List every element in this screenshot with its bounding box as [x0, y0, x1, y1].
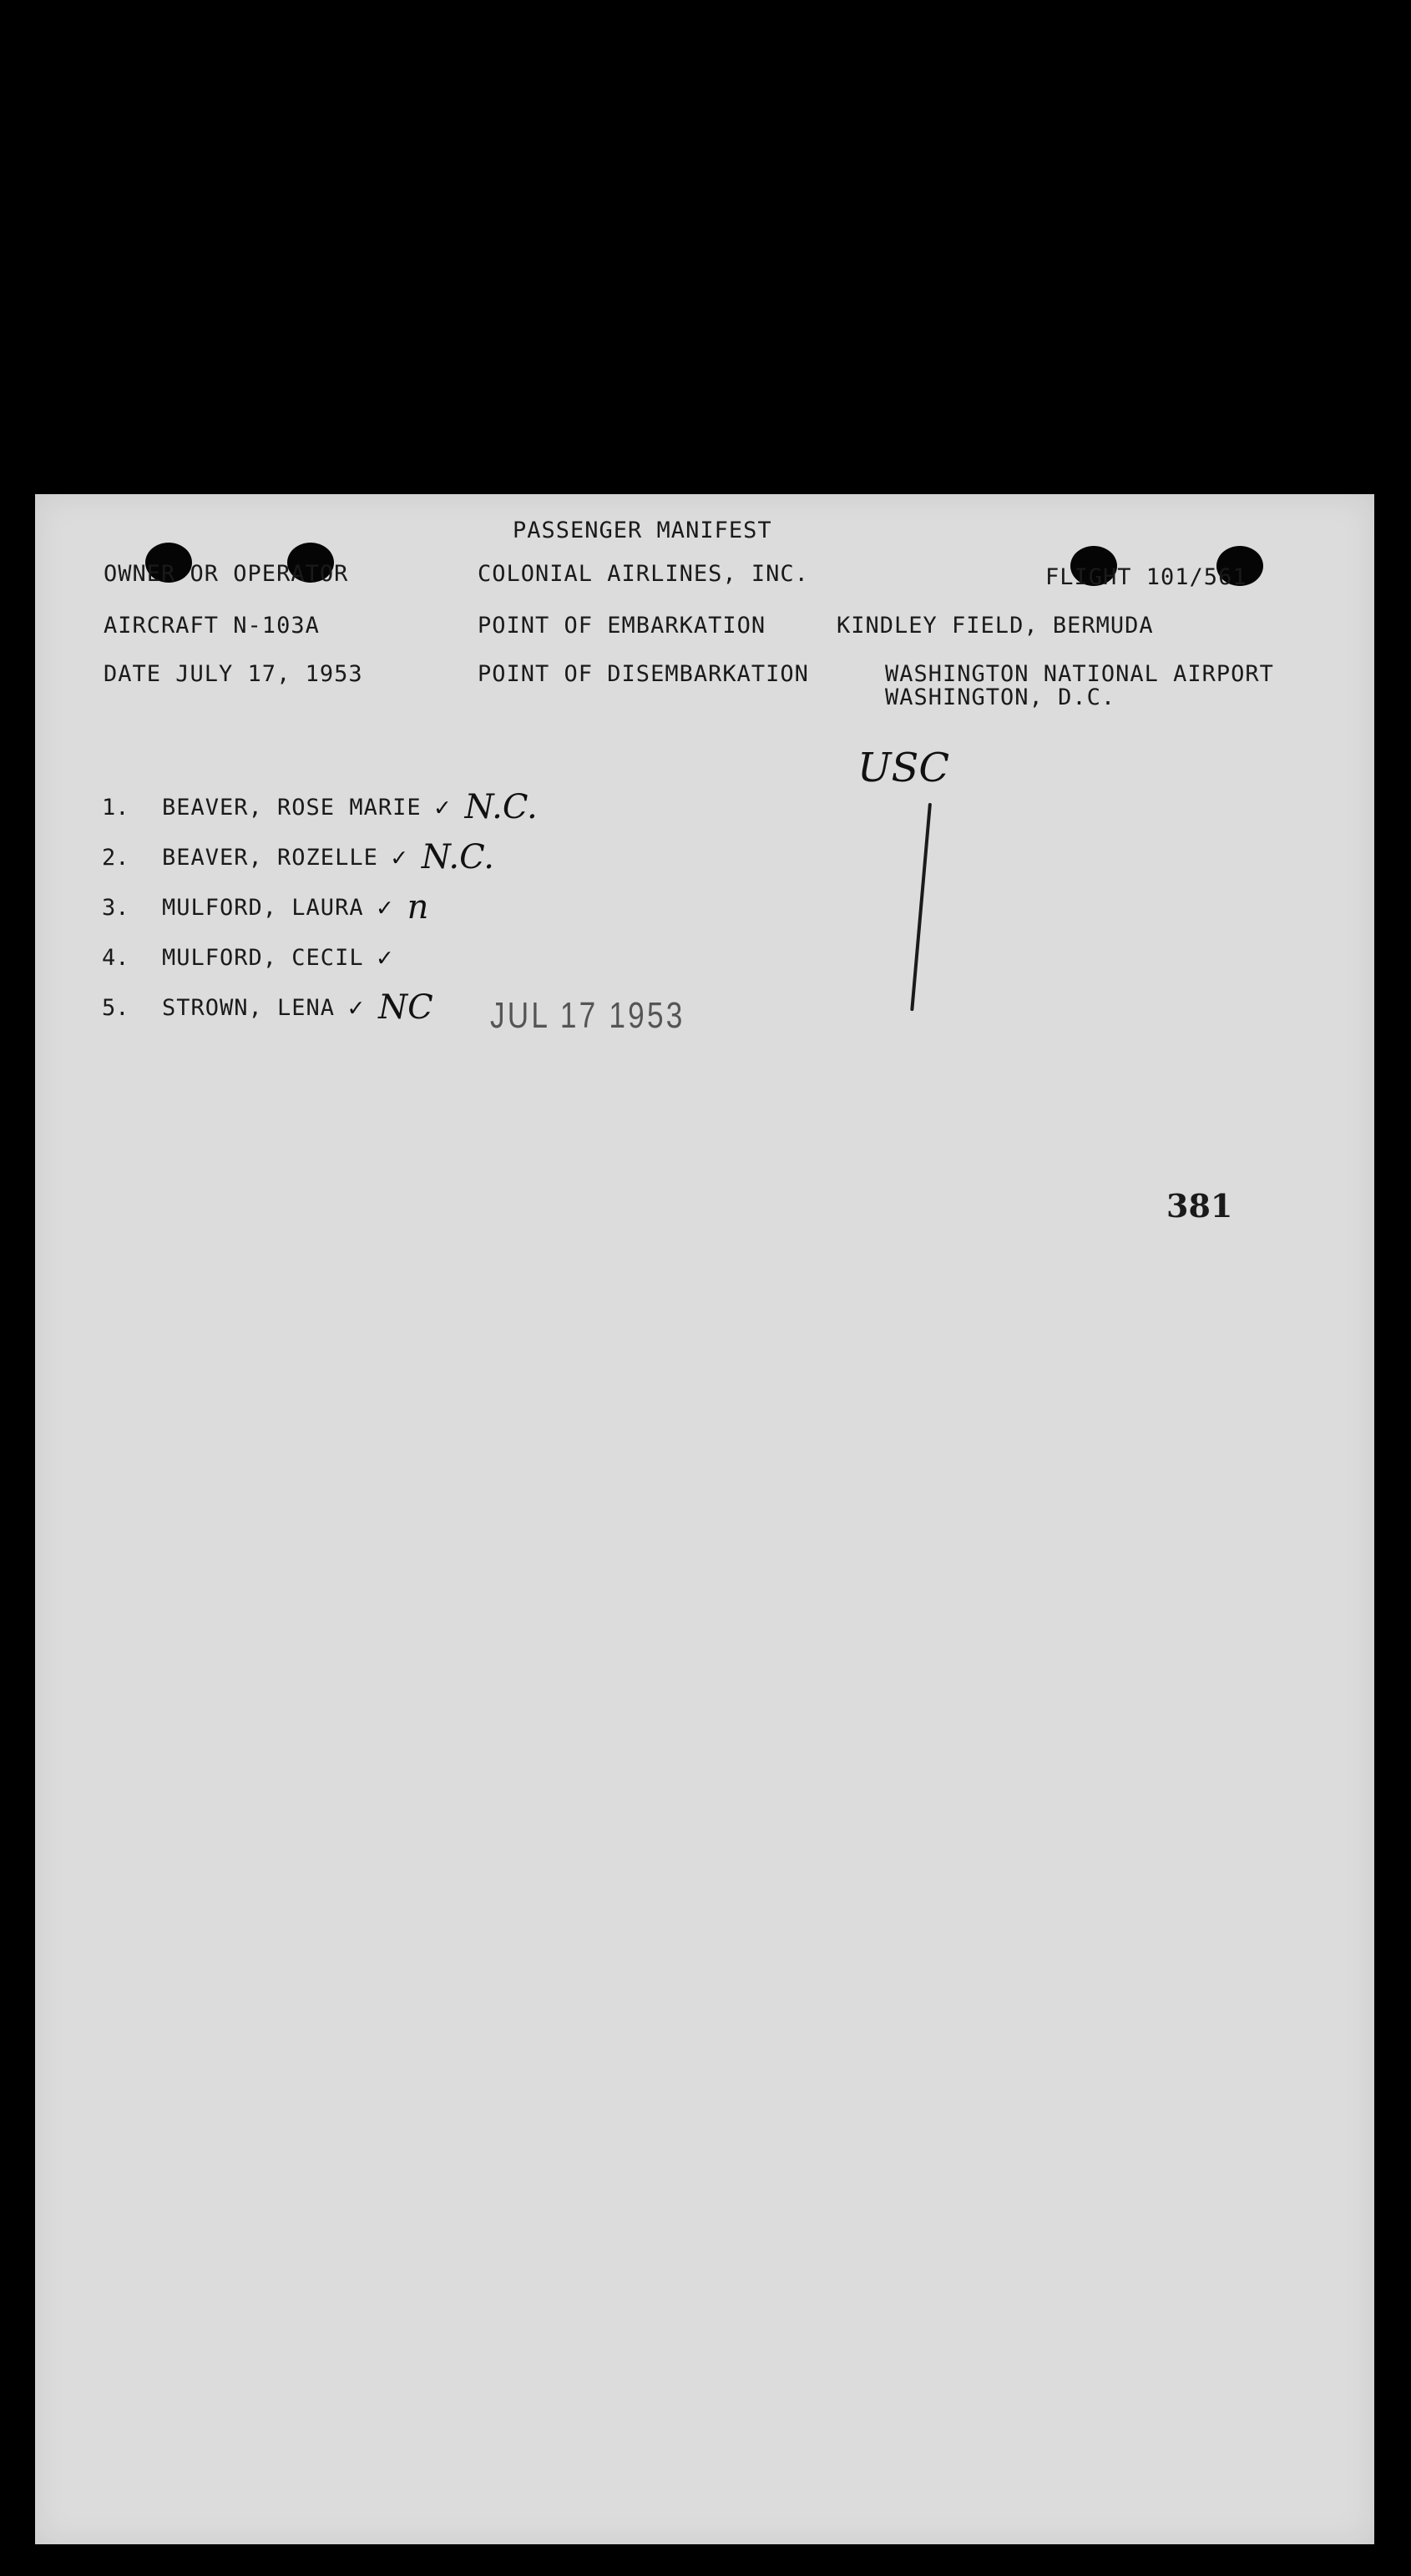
- passenger-row: [102, 932, 538, 982]
- passenger-name: MULFORD, LAURA: [162, 894, 364, 921]
- check-mark-icon: ✓: [348, 993, 364, 1023]
- page-number: 381: [1166, 1187, 1233, 1225]
- owner-value: COLONIAL AIRLINES, INC.: [478, 561, 809, 587]
- handwritten-note: N.C.: [464, 788, 538, 826]
- check-mark-icon: ✓: [377, 942, 392, 972]
- passenger-name: BEAVER, ROZELLE: [162, 844, 378, 871]
- check-mark-icon: ✓: [391, 842, 407, 872]
- passenger-number: 4.: [102, 944, 129, 971]
- passenger-name: STROWN, LENA: [162, 994, 336, 1021]
- embarkation-label: POINT OF EMBARKATION: [478, 613, 766, 639]
- passenger-number: 5.: [102, 994, 129, 1021]
- passenger-number: 1.: [102, 794, 129, 821]
- handwritten-note: n: [407, 888, 429, 927]
- passenger-name: MULFORD, CECIL: [162, 944, 364, 971]
- flight-number: FLIGHT 101/561: [1045, 564, 1247, 590]
- passenger-number: 2.: [102, 844, 129, 871]
- handwritten-ink-mark: USC: [857, 745, 950, 791]
- passenger-number: 3.: [102, 894, 129, 921]
- date-stamp: JUL 17 1953: [490, 995, 685, 1036]
- manifest-title: PASSENGER MANIFEST: [513, 518, 772, 543]
- disembarkation-value-city: WASHINGTON, D.C.: [885, 684, 1116, 710]
- passenger-row: [102, 882, 538, 932]
- passenger-row: [102, 782, 538, 832]
- manifest-date: DATE JULY 17, 1953: [104, 661, 363, 687]
- aircraft-id: AIRCRAFT N-103A: [104, 613, 320, 639]
- handwritten-note: N.C.: [421, 838, 494, 876]
- disembarkation-label: POINT OF DISEMBARKATION: [478, 661, 809, 687]
- check-mark-icon: ✓: [377, 892, 392, 922]
- manifest-sheet: [35, 494, 1374, 2544]
- passenger-row: [102, 982, 538, 1033]
- embarkation-value: KINDLEY FIELD, BERMUDA: [837, 613, 1154, 639]
- handwritten-bracket-line: [910, 803, 932, 1011]
- check-mark-icon: ✓: [434, 792, 450, 822]
- passenger-name: BEAVER, ROSE MARIE: [162, 794, 422, 821]
- passenger-list: [102, 782, 538, 1033]
- passenger-row: [102, 832, 538, 882]
- handwritten-note: NC: [378, 988, 433, 1027]
- owner-label: OWNER OR OPERATOR: [104, 561, 349, 587]
- disembarkation-value: WASHINGTON NATIONAL AIRPORT: [885, 661, 1274, 687]
